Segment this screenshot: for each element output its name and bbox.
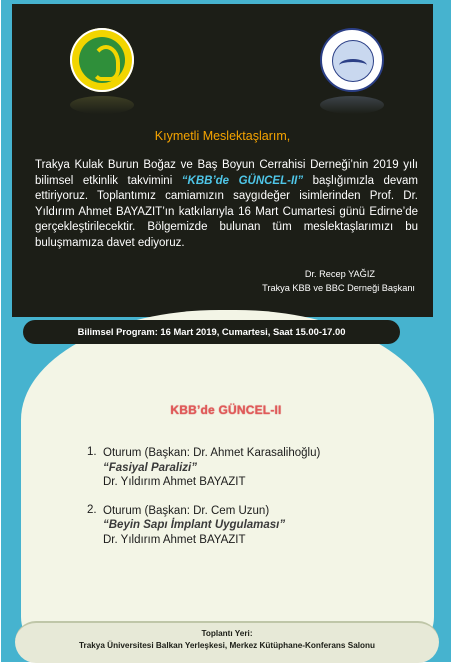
venue-box	[15, 621, 439, 663]
ear-icon	[92, 45, 120, 81]
paragraph-text: başlığımızla devam ettiriyoruz. Toplantımız camiamızın saygıdeğer isimlerinden Prof. Dr. Yıldırım Ahmet BAYAZIT’ın katkılarıyla 16 Mart Cumartesi günü Edirne’de gerçekleştirilecektir. Bölgemizde bulunan tüm meslektaşlarımızı bu buluşmamıza davet ediyoruz.	[35, 174, 419, 249]
venue-place: Trakya Üniversitesi Balkan Yerleşkesi, Merkez Kütüphane-Konferans Salonu	[78, 641, 376, 650]
page-frame	[1, 0, 451, 662]
bridge-icon	[339, 59, 367, 72]
signature-name: Dr. Recep YAĞIZ	[304, 269, 375, 279]
session-number: 1.	[87, 446, 97, 458]
invitation-paragraph	[35, 158, 418, 252]
society-ear-logo	[70, 28, 134, 92]
session-title: Oturum (Başkan: Dr. Cem Uzun)	[103, 504, 270, 517]
session-topic: “Fasiyal Paralizi”	[103, 461, 197, 474]
university-bridge-logo	[320, 28, 384, 92]
invitation-header	[12, 4, 433, 317]
logo-reflection	[70, 96, 134, 114]
signature	[165, 268, 415, 295]
venue-label: Toplantı Yeri:	[201, 629, 253, 638]
session-item	[87, 504, 417, 548]
session-number: 2.	[87, 503, 97, 516]
session-speaker: Dr. Yıldırım Ahmet BAYAZIT	[103, 533, 246, 546]
event-title-highlight: “KBB’de GÜNCEL-II”	[181, 174, 304, 187]
session-item	[87, 446, 417, 490]
session-title: Oturum (Başkan: Dr. Ahmet Karasalihoğlu)	[103, 447, 321, 459]
session-list	[87, 446, 417, 561]
greeting: Kıymetli Meslektaşlarım,	[154, 129, 291, 143]
logo-reflection	[320, 96, 384, 114]
program-banner: Bilimsel Program: 16 Mart 2019, Cumartesi, Saat 15.00-17.00	[23, 320, 400, 344]
event-subtitle: KBB’de GÜNCEL-II	[170, 403, 282, 417]
session-speaker: Dr. Yıldırım Ahmet BAYAZIT	[103, 476, 246, 488]
signature-role: Trakya KBB ve BBC Derneği Başkanı	[262, 282, 415, 293]
paragraph-text: Trakya Kulak Burun Boğaz ve Baş Boyun Cerrahisi Derneği’nin 2019 yılı bilimsel etkinlik takvimini	[35, 159, 418, 187]
session-topic: “Beyin Sapı İmplant Uygulaması”	[103, 519, 286, 531]
